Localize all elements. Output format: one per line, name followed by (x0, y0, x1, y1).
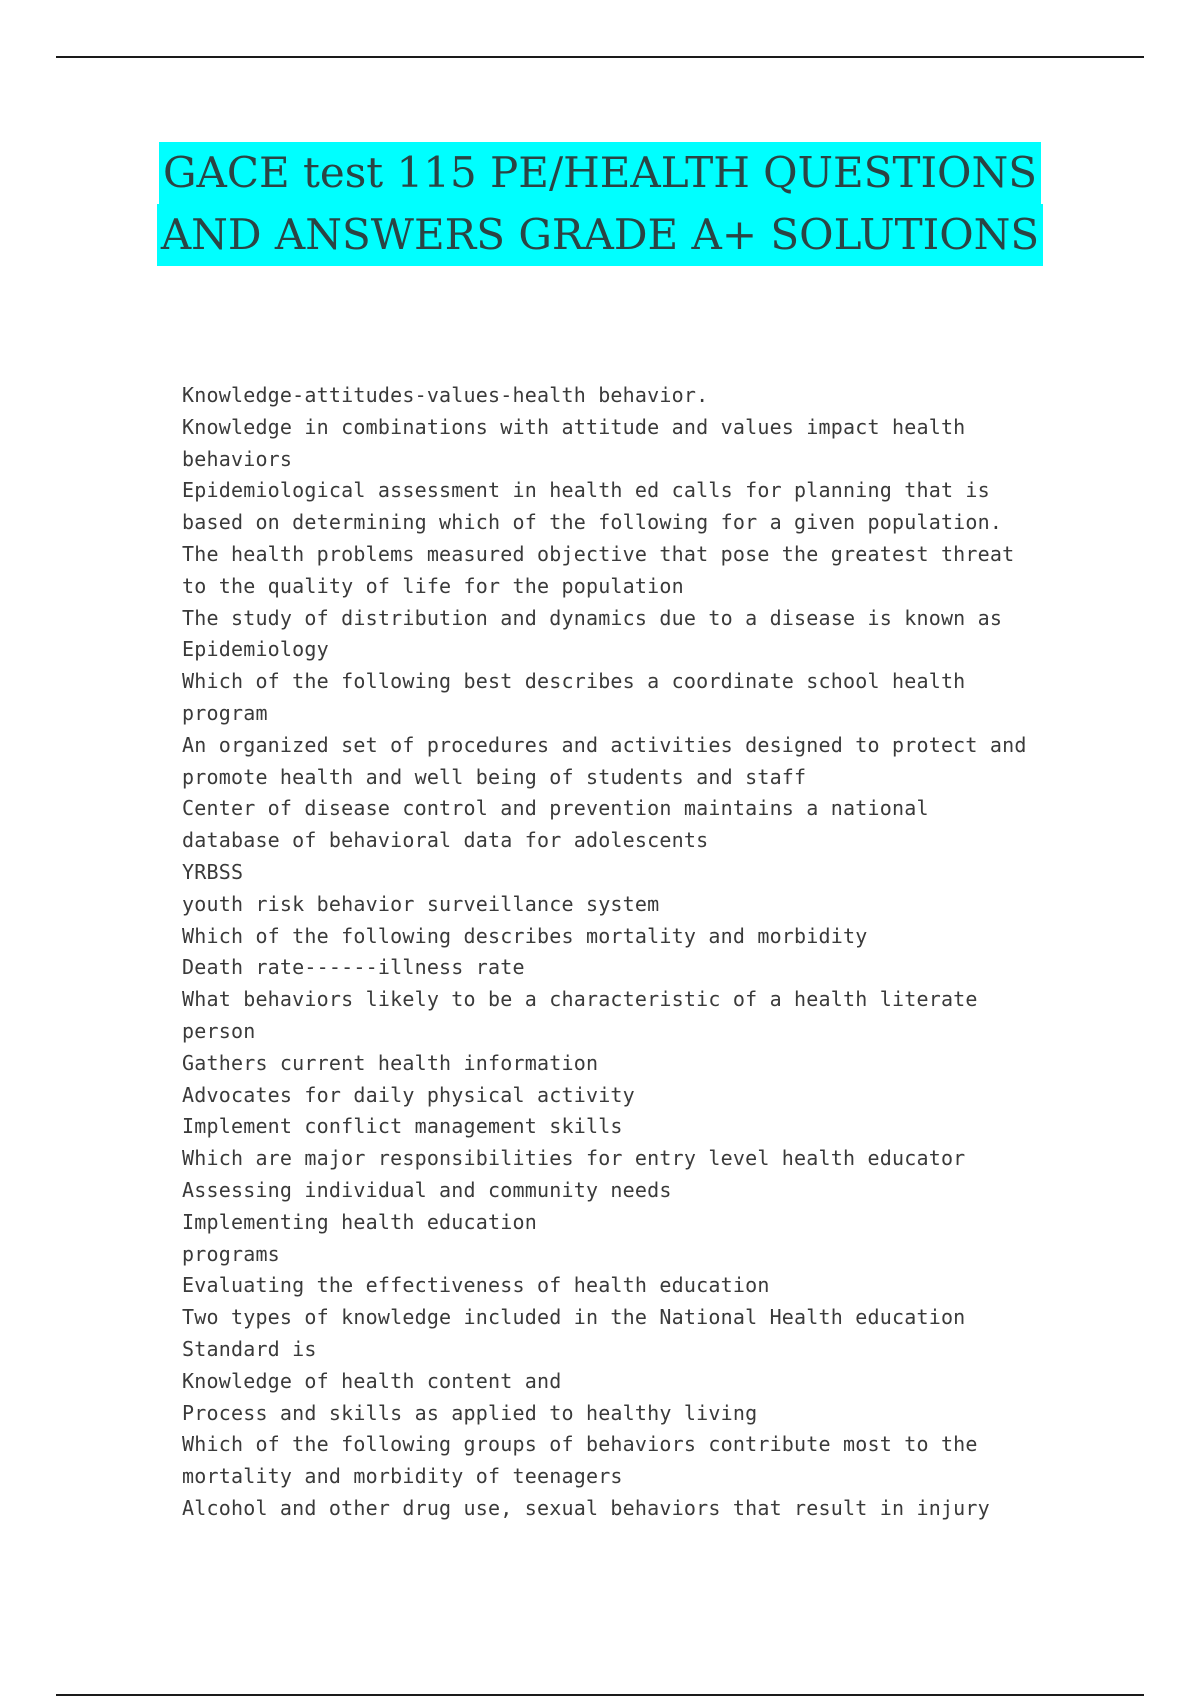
body-line: An organized set of procedures and activities designed to protect and (182, 732, 1027, 757)
body-line: The study of distribution and dynamics due to a disease is known as (182, 605, 1003, 630)
body-line: Which of the following groups of behaviors contribute most to the (182, 1432, 978, 1457)
body-line: person (182, 1018, 256, 1043)
body-line: behaviors (182, 446, 293, 471)
body-line: Standard is (182, 1336, 317, 1361)
body-line: Alcohol and other drug use, sexual behaviors that result in injury (182, 1495, 990, 1520)
body-line: YRBSS (182, 859, 244, 884)
body-line: What behaviors likely to be a characteristic of a health literate (182, 987, 978, 1012)
top-rule (56, 56, 1144, 58)
body-line: Advocates for daily physical activity (182, 1082, 635, 1107)
body-line: Implement conflict management skills (182, 1114, 623, 1139)
body-line: Epidemiology (182, 637, 329, 662)
body-line: Evaluating the effectiveness of health education (182, 1273, 770, 1298)
body-line: promote health and well being of students and staff (182, 764, 807, 789)
body-line: Knowledge-attitudes-values-health behavior. (182, 383, 709, 407)
title-line-1: GACE test 115 PE/HEALTH QUESTIONS (159, 142, 1041, 204)
body-line: The health problems measured objective that pose the greatest threat (182, 541, 1015, 566)
title-line-2: AND ANSWERS GRADE A+ SOLUTIONS (157, 204, 1043, 266)
body-line: database of behavioral data for adolescents (182, 828, 709, 853)
body-line: Assessing individual and community needs (182, 1177, 672, 1202)
document-title (0, 142, 1200, 266)
body-line: Which of the following describes mortality and morbidity (182, 923, 868, 948)
body-line: to the quality of life for the population (182, 573, 684, 598)
body-line: based on determining which of the following for a given population. (182, 510, 1003, 535)
body-line: Which of the following best describes a coordinate school health (182, 669, 966, 694)
body-line: Which are major responsibilities for entry level health educator (182, 1146, 966, 1171)
body-line: Process and skills as applied to healthy living (182, 1400, 758, 1425)
body-line: Knowledge of health content and (182, 1368, 562, 1393)
body-line: Implementing health education (182, 1209, 537, 1234)
document-body (182, 380, 1062, 1525)
body-line: youth risk behavior surveillance system (182, 891, 660, 916)
body-line: program (182, 700, 268, 725)
body-line: mortality and morbidity of teenagers (182, 1464, 623, 1489)
body-line: Gathers current health information (182, 1050, 599, 1075)
body-line: Epidemiological assessment in health ed calls for planning that is (182, 478, 990, 503)
body-line: Death rate------illness rate (182, 955, 525, 980)
body-line: programs (182, 1241, 280, 1266)
body-line: Center of disease control and prevention maintains a national (182, 796, 929, 821)
body-line: Two types of knowledge included in the National Health education (182, 1305, 966, 1330)
bottom-rule (56, 1694, 1144, 1696)
body-line: Knowledge in combinations with attitude and values impact health (182, 414, 966, 439)
